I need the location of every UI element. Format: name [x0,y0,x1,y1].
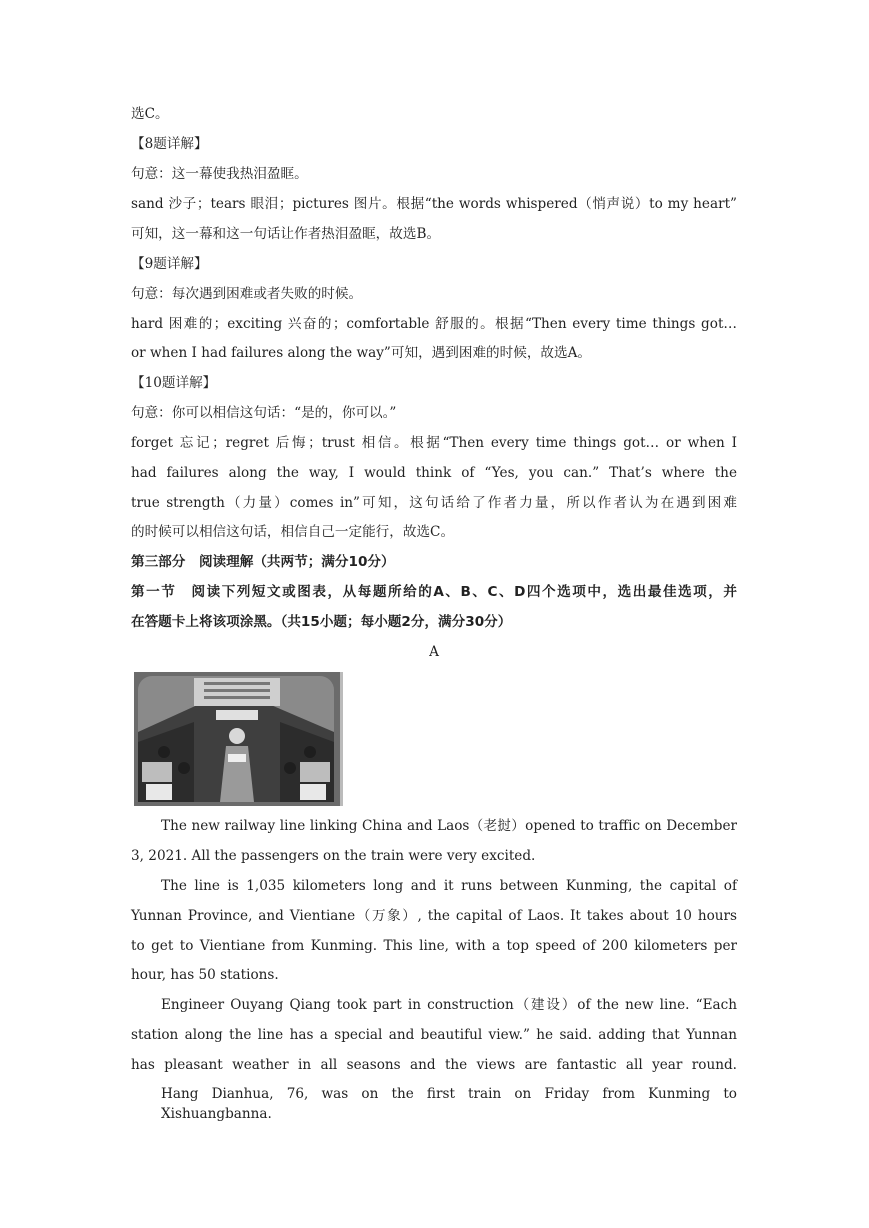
line-10: 句意：你可以相信这句话：“是的，你可以。” [131,405,397,421]
line-3: sand 沙子；tears 眼泪；pictures 图片。根据“the words whispered（悄声说）to my heart” [131,196,737,212]
train-photo [134,672,343,806]
line-2: 句意：这一幕使我热泪盈眶。 [131,166,308,182]
heading-q9: 【9题详解】 [131,256,208,272]
passage-line-9: has pleasant weather in all seasons and the views are fantastic all year round. [131,1057,737,1073]
passage-line-8: station along the line has a special and beautiful view.” he said. adding that Yunnan [131,1027,737,1043]
instruction-line-1: 第一节 阅读下列短文或图表，从每题所给的A、B、C、D四个选项中，选出最佳选项，并 [131,584,737,600]
line-14: 的时候可以相信这句话，相信自己一定能行，故选C。 [131,524,455,540]
passage-line-5: to get to Vientiane from Kunming. This line, with a top speed of 200 kilometers per [131,938,737,954]
line-11: forget 忘记；regret 后悔；trust 相信。根据“Then every time things got… or when I [131,435,737,451]
instruction-line-2: 在答题卡上将该项涂黑。（共15小题；每小题2分，满分30分） [131,614,512,630]
passage-line-10: Hang Dianhua, 76, was on the first train on Friday from Kunming to Xishuangbanna. [161,1086,737,1122]
heading-q8: 【8题详解】 [131,136,208,152]
line-12: had failures along the way, I would think of “Yes, you can.” That’s where the [131,465,737,481]
train-interior-illustration [134,672,340,806]
passage-line-6: hour, has 50 stations. [131,967,279,983]
passage-line-7: Engineer Ouyang Qiang took part in construction（建设）of the new line. “Each [161,997,737,1013]
passage-label: A [429,644,439,660]
heading-q10: 【10题详解】 [131,375,217,391]
passage-line-2: 3, 2021. All the passengers on the train were very excited. [131,848,536,864]
line-0: 选C。 [131,106,169,122]
line-7: hard 困难的；exciting 兴奋的；comfortable 舒服的。根据“Then every time things got… [131,316,737,332]
line-8: or when I had failures along the way”可知，遇到困难的时候，故选A。 [131,345,592,361]
passage-line-3: The line is 1,035 kilometers long and it runs between Kunming, the capital of [161,878,737,894]
passage-line-1: The new railway line linking China and Laos（老挝）opened to traffic on December [161,818,737,834]
line-6: 句意：每次遇到困难或者失败的时候。 [131,286,363,302]
line-13: true strength（力量）comes in”可知，这句话给了作者力量，所以作者认为在遇到困难 [131,495,737,511]
line-4: 可知，这一幕和这一句话让作者热泪盈眶，故选B。 [131,226,441,242]
passage-line-4: Yunnan Province, and Vientiane（万象）, the capital of Laos. It takes about 10 hours [131,908,737,924]
section-title: 第三部分 阅读理解（共两节；满分10分） [131,554,395,570]
